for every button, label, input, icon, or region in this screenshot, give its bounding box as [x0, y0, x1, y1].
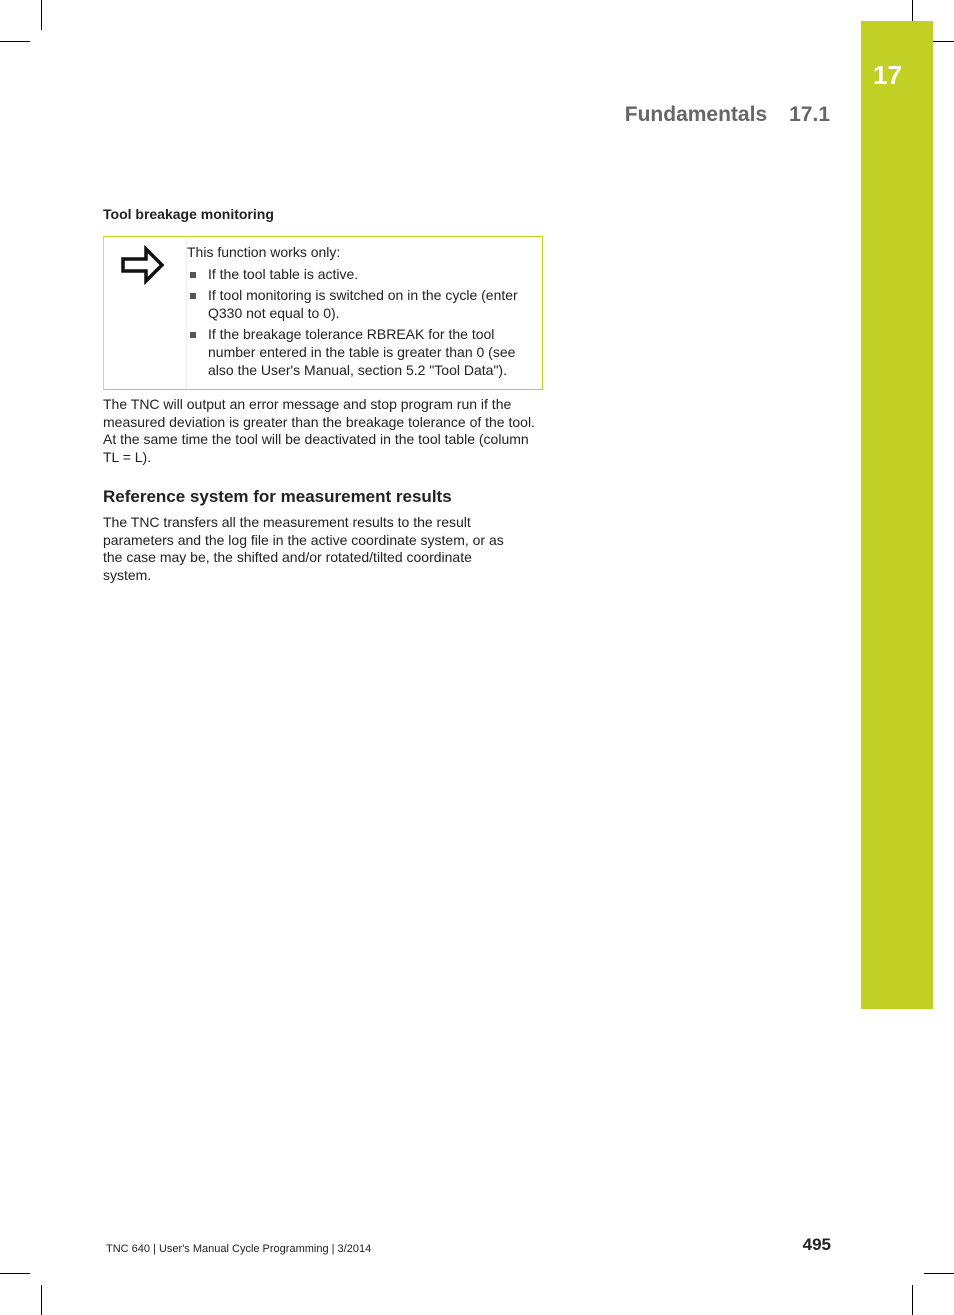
- section-title: Fundamentals: [624, 103, 768, 126]
- crop-mark: [912, 0, 913, 21]
- note-intro: This function works only:: [187, 244, 341, 260]
- chapter-number: 17: [873, 60, 902, 90]
- running-header: [625, 103, 830, 127]
- note-box: [103, 236, 543, 390]
- heading-tool-breakage: Tool breakage monitoring: [103, 206, 274, 222]
- chapter-tab: [861, 21, 933, 1009]
- heading-reference-system: Reference system for measurement results: [103, 487, 452, 506]
- arrow-right-icon: [120, 245, 166, 285]
- list-item: If the breakage tolerance RBREAK for the tool number entered in the table is greater than 0 (see also the User's Manual, section 5.2 "Tool Data").: [187, 326, 537, 379]
- crop-mark: [912, 1285, 913, 1315]
- crop-mark: [924, 1273, 954, 1274]
- crop-mark: [933, 41, 954, 42]
- note-list: [187, 266, 537, 380]
- section-number: 17.1: [789, 103, 830, 126]
- list-item: If the tool table is active.: [187, 266, 537, 284]
- crop-mark: [0, 41, 30, 42]
- crop-mark: [0, 1273, 30, 1274]
- footer-text: TNC 640 | User's Manual Cycle Programming | 3/2014: [106, 1243, 372, 1255]
- crop-mark: [41, 0, 42, 30]
- crop-mark: [41, 1285, 42, 1315]
- list-item: If tool monitoring is switched on in the cycle (enter Q330 not equal to 0).: [187, 287, 537, 322]
- page-number: 495: [802, 1235, 831, 1254]
- paragraph: The TNC will output an error message and stop program run if the measured deviation is greater than the breakage tolerance of the tool. At the same time the tool will be deactivated in the tool table (column TL = L).: [103, 396, 535, 465]
- paragraph: The TNC transfers all the measurement results to the result parameters and the log file in the active coordinate system, or as the case may be, the shifted and/or rotated/tilted coordinate system.: [103, 514, 504, 583]
